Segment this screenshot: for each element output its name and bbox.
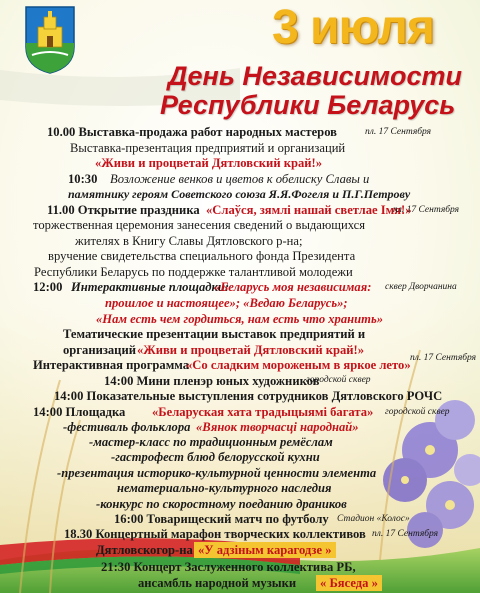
program-highlight: «Живи и процветай Дятловский край!» bbox=[137, 343, 365, 357]
program-line: Интерактивные площадки: bbox=[71, 280, 230, 294]
program-line: вручение свидетельства специального фонда Президента bbox=[48, 249, 356, 263]
program-time: 10:30 bbox=[68, 172, 98, 186]
program-highlight: «Нам есть чем гордиться, нам есть что хранить» bbox=[96, 312, 383, 326]
program-line: 18.30 Концертный марафон творческих коллективов bbox=[64, 527, 366, 541]
program-highlight: «Беларусь моя независимая: bbox=[214, 280, 372, 294]
program-line: организаций bbox=[63, 343, 136, 357]
event-title-line1: День Независимости bbox=[168, 61, 462, 91]
program-line: ансамбль народной музыки bbox=[138, 576, 297, 590]
program-line: нематериально-культурного наследия bbox=[117, 481, 332, 495]
program-line: 14:00 Площадка bbox=[33, 405, 126, 419]
program-highlight: «Беларуская хата традыцыямі багата» bbox=[152, 405, 374, 419]
program-line: Республики Беларусь по поддержке талантливой молодежи bbox=[34, 265, 353, 279]
location-label: городской сквер bbox=[306, 375, 371, 385]
location-label: пл. 17 Сентября bbox=[393, 205, 460, 215]
program-highlight: «Слаўся, зямлі нашай светлае Імя!» bbox=[206, 203, 412, 217]
program-line: 11.00 Открытие праздника bbox=[47, 203, 200, 217]
program-line: Тематические презентации выставок предприятий и bbox=[63, 327, 366, 341]
program-line: памятнику героям Советского союза Я.Я.Фогеля и П.Г.Петрову bbox=[68, 187, 411, 201]
program-highlight: «Живи и процветай Дятловский край!» bbox=[95, 156, 323, 170]
program-highlight: прошлое и настоящее»; «Ведаю Беларусь»; bbox=[105, 296, 348, 310]
program-highlight: « Бяседа » bbox=[316, 575, 382, 591]
location-label: сквер Дворчанина bbox=[385, 282, 457, 292]
program-time: 12:00 bbox=[33, 280, 63, 294]
program-line: -презентация историко-культурной ценности элемента bbox=[57, 466, 377, 480]
program-line: -фестиваль фольклора bbox=[63, 420, 191, 434]
event-date: 3 июля bbox=[272, 1, 434, 54]
program-line: 10.00 Выставка-продажа работ народных мастеров bbox=[47, 125, 337, 139]
location-label: городской сквер bbox=[385, 407, 450, 417]
program-line: 16:00 Товарищеский матч по футболу bbox=[114, 512, 329, 526]
program-line: 14:00 Мини пленэр юных художников bbox=[104, 374, 320, 388]
program-line: Возложение венков и цветов к обелиску Славы и bbox=[110, 172, 370, 186]
program-line: торжественная церемония занесения сведений о выдающихся bbox=[33, 218, 366, 232]
program-line: -мастер-класс по традиционным ремёслам bbox=[89, 435, 333, 449]
coat-of-arms-emblem bbox=[24, 5, 76, 75]
program-line: 14:00 Показательные выступления сотрудников Дятловского РОЧС bbox=[54, 389, 443, 403]
location-label: пл. 17 Сентября bbox=[365, 127, 432, 137]
program-line: Дятловскогор-на bbox=[96, 543, 193, 557]
location-label: пл. 17 Сентября bbox=[410, 353, 477, 363]
program-highlight: «Вянок творчасці народнай» bbox=[196, 420, 359, 434]
program-line: Интерактивная программа bbox=[33, 358, 190, 372]
program-line: жителях в Книгу Славы Дятловского р-на; bbox=[75, 234, 303, 248]
program-highlight: «У адзіным карагодзе » bbox=[194, 542, 336, 558]
program-line: Выставка-презентация предприятий и организаций bbox=[70, 141, 346, 155]
location-label: Стадион «Колос» bbox=[337, 514, 410, 524]
program-highlight: «Со сладким мороженым в яркое лето» bbox=[186, 358, 411, 372]
program-line: -конкурс по скоростному поеданию драников bbox=[96, 497, 347, 511]
program-line: -гастрофест блюд белорусской кухни bbox=[111, 450, 320, 464]
event-title-line2: Республики Беларусь bbox=[160, 90, 456, 120]
program-line: 21:30 Концерт Заслуженного коллектива РБ, bbox=[101, 560, 356, 574]
location-label: пл. 17 Сентября bbox=[372, 529, 439, 539]
